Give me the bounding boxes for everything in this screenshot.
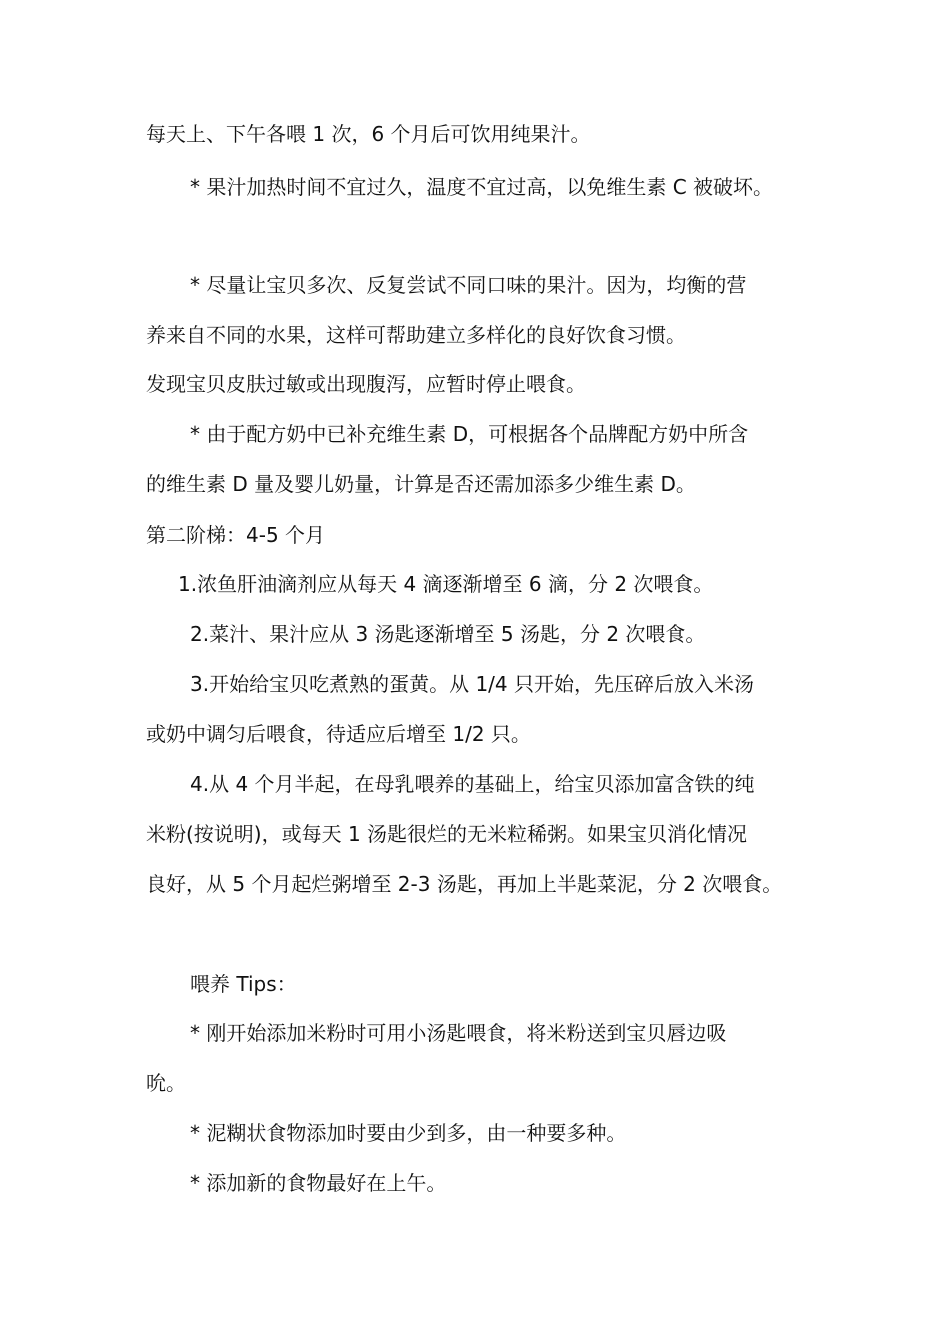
- section-heading: 第二阶梯：4-5 个月: [146, 523, 326, 547]
- numbered-item: 3.开始给宝贝吃煮熟的蛋黄。从 1/4 只开始，先压碎后放入米汤: [190, 672, 754, 696]
- numbered-item: 1.浓鱼肝油滴剂应从每天 4 滴逐渐增至 6 滴，分 2 次喂食。: [178, 572, 714, 596]
- bullet-line: * 泥糊状食物添加时要由少到多，由一种要多种。: [190, 1121, 627, 1145]
- numbered-item: 2.菜汁、果汁应从 3 汤匙逐渐增至 5 汤匙，分 2 次喂食。: [190, 622, 706, 646]
- bullet-line: * 尽量让宝贝多次、反复尝试不同口味的果汁。因为，均衡的营: [190, 273, 747, 297]
- bullet-line: * 由于配方奶中已补充维生素 D，可根据各个品牌配方奶中所含: [190, 422, 749, 446]
- text-line: 每天上、下午各喂 1 次，6 个月后可饮用纯果汁。: [146, 122, 591, 146]
- text-line: 良好，从 5 个月起烂粥增至 2-3 汤匙，再加上半匙菜泥，分 2 次喂食。: [146, 872, 783, 896]
- text-line: 米粉(按说明)，或每天 1 汤匙很烂的无米粒稀粥。如果宝贝消化情况: [146, 822, 748, 846]
- bullet-line: * 添加新的食物最好在上午。: [190, 1171, 447, 1195]
- bullet-line: * 刚开始添加米粉时可用小汤匙喂食，将米粉送到宝贝唇边吸: [190, 1021, 727, 1045]
- numbered-item: 4.从 4 个月半起，在母乳喂养的基础上，给宝贝添加富含铁的纯: [190, 772, 755, 796]
- text-line: 养来自不同的水果，这样可帮助建立多样化的良好饮食习惯。: [146, 323, 686, 347]
- tips-heading: 喂养 Tips：: [190, 972, 297, 996]
- text-line: 或奶中调匀后喂食，待适应后增至 1/2 只。: [146, 722, 531, 746]
- text-line: 发现宝贝皮肤过敏或出现腹泻，应暂时停止喂食。: [146, 372, 586, 396]
- bullet-line: * 果汁加热时间不宜过久，温度不宜过高，以免维生素 C 被破坏。: [190, 175, 774, 199]
- text-line: 的维生素 D 量及婴儿奶量，计算是否还需加添多少维生素 D。: [146, 472, 696, 496]
- text-line: 吮。: [146, 1071, 186, 1095]
